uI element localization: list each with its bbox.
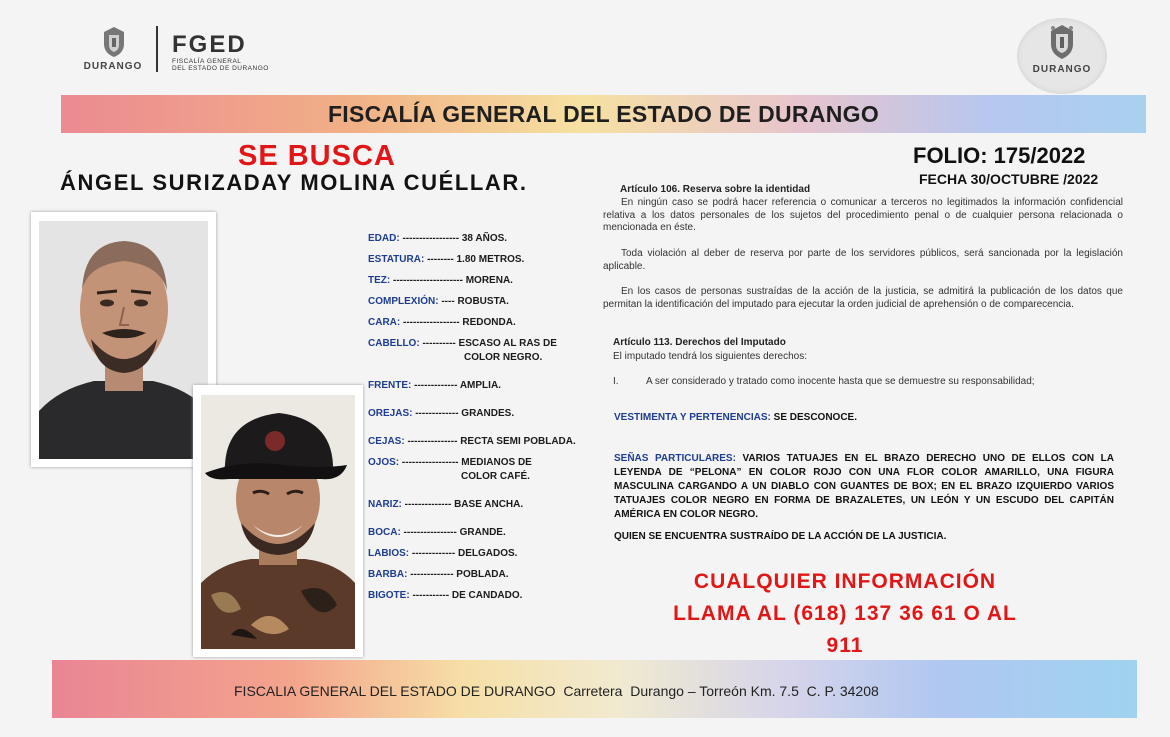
trait-cara: CARA: ----------------- REDONDA. bbox=[368, 317, 516, 328]
article-106-paragraph-2: Toda violación al deber de reserva por parte de los servidores públicos, será sancionada por la legislación aplicable. bbox=[603, 248, 1123, 272]
footer-band bbox=[52, 660, 1137, 718]
article-106-paragraph-3: En los casos de personas sustraídas de la acción de la justicia, se admitirá la publicación de los datos que permitan la identificación del imputado para ejecutar la orden judicial de aprehensión o de comparecencia. bbox=[603, 286, 1123, 310]
trait-cabello-cont: COLOR NEGRO. bbox=[464, 352, 543, 363]
seal-word: DURANGO bbox=[1032, 64, 1092, 75]
durango-logo bbox=[1017, 18, 1107, 94]
portrait-image bbox=[39, 221, 208, 459]
logo-text: FGED bbox=[172, 31, 247, 58]
trait-orejas: OREJAS: ------------- GRANDES. bbox=[368, 408, 515, 419]
article-113-intro: El imputado tendrá los siguientes derechos: bbox=[613, 351, 808, 362]
folio-number: FOLIO: 175/2022 bbox=[913, 143, 1086, 168]
logo-subtitle: FISCALÍA GENERAL DEL ESTADO DE DURANGO bbox=[172, 58, 269, 72]
trait-complexion: COMPLEXIÓN: ---- ROBUSTA. bbox=[368, 296, 509, 307]
trait-frente: FRENTE: ------------- AMPLIA. bbox=[368, 380, 501, 391]
contact-info bbox=[600, 566, 1090, 662]
suspect-name: ÁNGEL SURIZADAY MOLINA CUÉLLAR. bbox=[60, 170, 528, 195]
article-106-title: Artículo 106. Reserva sobre la identidad bbox=[620, 184, 811, 195]
trait-labios: LABIOS: ------------- DELGADOS. bbox=[368, 548, 518, 559]
trait-bigote: BIGOTE: ----------- DE CANDADO. bbox=[368, 590, 523, 601]
article-106-paragraph-1: En ningún caso se podrá hacer referencia o comunicar a terceros no legitimados la información confidencial relativa a los datos personales de los sujetos del procedimiento penal o de cualquier persona relacionada o mencionada en éste. bbox=[603, 197, 1123, 233]
wanted-headline: SE BUSCA bbox=[238, 140, 396, 172]
durango-seal bbox=[72, 24, 152, 72]
coat-of-arms-icon bbox=[100, 26, 128, 58]
page-title: FISCALÍA GENERAL DEL ESTADO DE DURANGO bbox=[327, 101, 880, 127]
article-113-item: A ser considerado y tratado como inocente hasta que se demuestre su responsabilidad; bbox=[646, 376, 1035, 387]
fged-logo bbox=[66, 24, 281, 76]
suspect-photo-casual bbox=[193, 385, 363, 657]
footer-address: FISCALIA GENERAL DEL ESTADO DE DURANGO Carretera Durango – Torreón Km. 7.5 C. P. 34208 bbox=[234, 683, 879, 699]
distinguishing-marks: SEÑAS PARTICULARES: VARIOS TATUAJES EN EL BRAZO DERECHO UNO DE ELLOS CON LA LEYENDA DE “PELONA” EN COLOR ROJO CON UNA FLOR COLOR AMARILLO, UNA FIGURA MASCULINA CARGANDO A UN DIABLO CON GUANTES DE BOX; EN EL BRAZO IZQUIERDO VARIOS TATUAJES COLOR NEGRO EN FORMA DE BRAZALETES, UN LEÓN Y UN ESCUDO DEL CAPITÁN AMÉRICA EN COLOR NEGRO. bbox=[614, 453, 1114, 520]
trait-barba: BARBA: ------------- POBLADA. bbox=[368, 569, 509, 580]
seal-word: DURANGO bbox=[83, 61, 143, 72]
logo-divider bbox=[156, 26, 158, 72]
trait-cabello: CABELLO: ---------- ESCASO AL RAS DE bbox=[368, 338, 557, 349]
clothing-belongings: VESTIMENTA Y PERTENENCIAS: SE DESCONOCE. bbox=[614, 412, 858, 423]
article-113-title: Artículo 113. Derechos del Imputado bbox=[613, 337, 786, 348]
title-band bbox=[61, 95, 1146, 133]
trait-edad: EDAD: ----------------- 38 AÑOS. bbox=[368, 233, 508, 244]
trait-cejas: CEJAS: --------------- RECTA SEMI POBLADA. bbox=[368, 436, 576, 447]
trait-ojos: OJOS: ----------------- MEDIANOS DE bbox=[368, 457, 532, 468]
contact-phone: LLAMA AL (618) 137 36 61 O AL bbox=[673, 602, 1017, 625]
fugitive-statement: QUIEN SE ENCUENTRA SUSTRAÍDO DE LA ACCIÓN DE LA JUSTICIA. bbox=[614, 531, 947, 542]
trait-ojos-cont: COLOR CAFÉ. bbox=[461, 471, 530, 482]
coat-of-arms-icon bbox=[1046, 24, 1078, 60]
portrait-image bbox=[201, 395, 355, 649]
trait-boca: BOCA: ---------------- GRANDE. bbox=[368, 527, 506, 538]
article-113-item-number: I. bbox=[613, 376, 619, 387]
trait-estatura: ESTATURA: -------- 1.80 METROS. bbox=[368, 254, 525, 265]
trait-nariz: NARIZ: -------------- BASE ANCHA. bbox=[368, 499, 524, 510]
trait-tez: TEZ: --------------------- MORENA. bbox=[368, 275, 513, 286]
notice-date: FECHA 30/OCTUBRE /2022 bbox=[919, 171, 1099, 187]
suspect-photo-front bbox=[31, 212, 216, 467]
contact-emergency: 911 bbox=[826, 634, 864, 657]
contact-line-1: CUALQUIER INFORMACIÓN bbox=[693, 570, 997, 593]
